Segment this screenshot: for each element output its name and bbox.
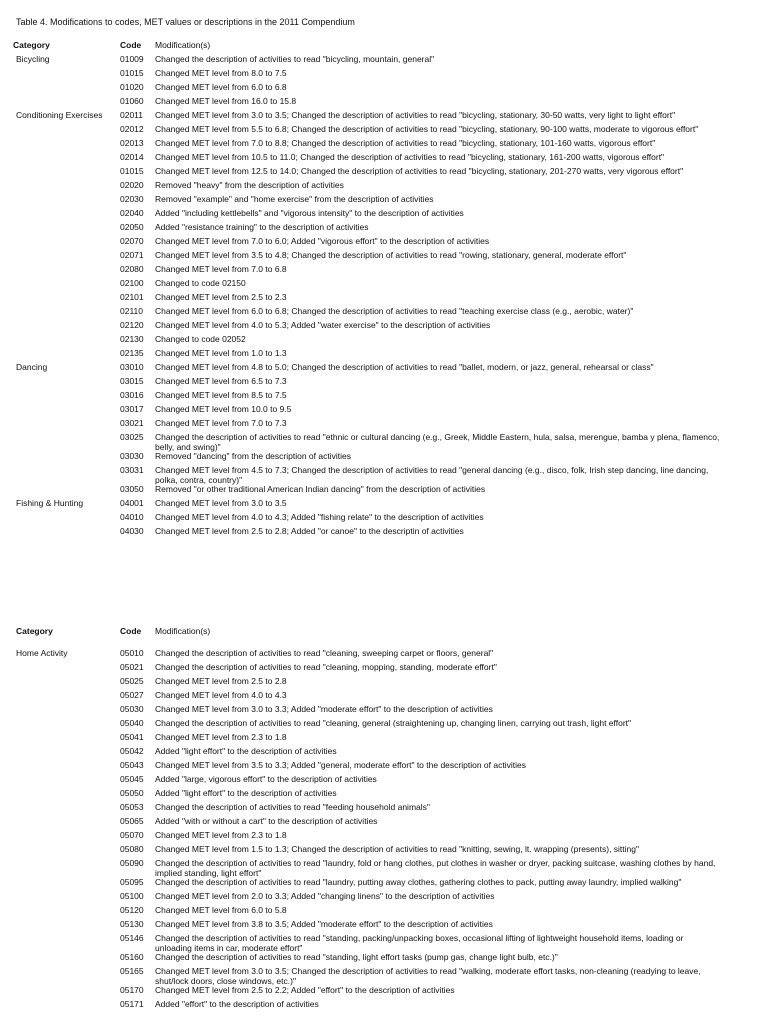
table-header-row — [0, 41, 768, 55]
table-row — [0, 649, 768, 663]
category-cell: Fishing & Hunting — [16, 498, 84, 509]
table-row — [0, 892, 768, 906]
code-cell: 02120 — [120, 320, 144, 330]
code-cell: 05130 — [120, 919, 144, 930]
table-row — [0, 499, 768, 513]
modification-cell: Changed MET level from 6.0 to 5.8 — [155, 905, 287, 916]
code-cell: 05070 — [120, 830, 144, 840]
code-cell: 05146 — [120, 933, 144, 944]
modification-cell: Changed MET level from 2.5 to 2.3 — [155, 292, 287, 302]
code-cell: 04030 — [120, 526, 144, 537]
code-cell: 02110 — [120, 306, 144, 316]
code-cell: 01009 — [120, 54, 144, 64]
table-row — [0, 181, 768, 195]
category-cell: Dancing — [16, 362, 48, 372]
code-cell: 03017 — [120, 404, 144, 414]
table-row — [0, 321, 768, 335]
table-row — [0, 677, 768, 691]
modification-cell: Added "effort" to the description of activities — [155, 999, 319, 1010]
table-row — [0, 167, 768, 181]
modification-cell: Changed MET level from 1.5 to 1.3; Changed the description of activities to read "knitting, sewing, lt. wrapping (presents), sitting" — [155, 844, 640, 854]
modification-cell: Changed the description of activities to read "bicycling, mountain, general" — [155, 54, 435, 64]
modification-cell: Changed MET level from 6.0 to 6.8; Changed the description of activities to read "teaching exercise class (e.g., aerobic, water)" — [155, 306, 634, 316]
code-cell: 05043 — [120, 760, 144, 770]
modification-cell: Changed the description of activities to read "cleaning, general (straightening up, changing linen, carrying out trash, light effort" — [155, 718, 632, 728]
modification-cell: Changed MET level from 3.5 to 4.8; Changed the description of activities to read "rowing, stationary, general, moderate effort" — [155, 250, 627, 260]
code-cell: 05160 — [120, 952, 144, 963]
modification-cell: Changed MET level from 2.3 to 1.8 — [155, 830, 287, 840]
code-cell: 05045 — [120, 774, 144, 784]
table-row — [0, 237, 768, 251]
table-row — [0, 452, 768, 466]
modification-cell: Added "with or without a cart" to the description of activities — [155, 816, 378, 826]
code-cell: 05027 — [120, 690, 144, 700]
modifications-table-part-2 — [0, 627, 768, 1014]
modification-cell: Changed MET level from 4.0 to 4.3 — [155, 690, 287, 700]
code-cell: 05025 — [120, 676, 144, 686]
code-cell: 05041 — [120, 732, 144, 742]
modification-cell: Changed MET level from 3.8 to 3.5; Added "moderate effort" to the description of activities — [155, 919, 493, 930]
code-cell: 05171 — [120, 999, 144, 1010]
table-row — [0, 265, 768, 279]
modification-cell: Changed MET level from 3.0 to 3.5; Changed the description of activities to read "bicycling, stationary, 30-50 watts, very light to light effort" — [155, 110, 676, 120]
code-cell: 02071 — [120, 250, 144, 260]
table-row — [0, 906, 768, 920]
code-header: Code — [120, 40, 142, 50]
code-cell: 05021 — [120, 662, 144, 672]
modification-cell: Changed MET level from 2.5 to 2.8 — [155, 676, 287, 686]
table-row — [0, 691, 768, 705]
modification-cell: Changed MET level from 5.5 to 6.8; Changed the description of activities to read "bicycling, stationary, 90-100 watts, moderate to vigorous effort" — [155, 124, 699, 134]
modification-cell: Changed MET level from 3.0 to 3.5; Changed the description of activities to read "walking, moderate effort tasks, non-cleaning (readying to leave, shut/lock doors, close windows, etc.)" — [155, 966, 701, 986]
modification-cell: Changed MET level from 4.8 to 5.0; Changed the description of activities to read "ballet, modern, or jazz, general, rehearsal or class" — [155, 362, 654, 372]
code-cell: 05050 — [120, 788, 144, 798]
modification-cell: Changed MET level from 16.0 to 15.8 — [155, 96, 297, 106]
table-row — [0, 466, 768, 485]
table-row — [0, 967, 768, 986]
table-row — [0, 761, 768, 775]
code-cell: 05065 — [120, 816, 144, 826]
code-cell: 04010 — [120, 512, 144, 523]
modification-cell: Removed "heavy" from the description of activities — [155, 180, 344, 190]
table-row — [0, 527, 768, 541]
code-cell: 05120 — [120, 905, 144, 916]
table-row — [0, 934, 768, 953]
code-cell: 03015 — [120, 376, 144, 386]
modification-cell: Changed MET level from 7.0 to 7.3 — [155, 418, 287, 428]
modification-cell: Changed the description of activities to read "standing, packing/unpacking boxes, occasional lifting of lightweight household items, loading or unloading items in car, moderate effort" — [155, 933, 684, 953]
code-cell: 01015 — [120, 166, 144, 176]
table-row — [0, 719, 768, 733]
modification-cell: Changed the description of activities to read "standing, light effort tasks (pump gas, change light bulb, etc.)" — [155, 952, 558, 963]
table-row — [0, 803, 768, 817]
modification-cell: Changed MET level from 1.0 to 1.3 — [155, 348, 287, 358]
modification-cell: Changed MET level from 4.0 to 5.3; Added "water exercise" to the description of activities — [155, 320, 491, 330]
modification-cell: Removed "dancing" from the description of activities — [155, 451, 351, 462]
code-cell: 02130 — [120, 334, 144, 344]
table-row — [0, 817, 768, 831]
modifications-table-part-1 — [0, 41, 768, 541]
code-cell: 05170 — [120, 985, 144, 996]
table-row — [0, 859, 768, 878]
table-row — [0, 83, 768, 97]
table-body — [0, 55, 768, 541]
table-row — [0, 986, 768, 1000]
table-row — [0, 125, 768, 139]
table-row — [0, 153, 768, 167]
table-row — [0, 55, 768, 69]
table-row — [0, 705, 768, 719]
table-row — [0, 97, 768, 111]
modification-cell: Changed MET level from 8.5 to 7.5 — [155, 390, 287, 400]
code-cell: 05030 — [120, 704, 144, 714]
table-row — [0, 775, 768, 789]
code-cell: 02020 — [120, 180, 144, 190]
code-cell: 02013 — [120, 138, 144, 148]
code-header: Code — [120, 626, 142, 636]
code-cell: 05080 — [120, 844, 144, 854]
code-cell: 03021 — [120, 418, 144, 428]
code-cell: 01020 — [120, 82, 144, 92]
table-row — [0, 831, 768, 845]
modification-cell: Changed to code 02150 — [155, 278, 246, 288]
modification-cell: Changed MET level from 6.0 to 6.8 — [155, 82, 287, 92]
table-row — [0, 405, 768, 419]
table-row — [0, 223, 768, 237]
modification-cell: Changed the description of activities to read "cleaning, sweeping carpet or floors, general" — [155, 648, 494, 658]
code-cell: 02070 — [120, 236, 144, 246]
code-cell: 03030 — [120, 451, 144, 462]
code-cell: 02080 — [120, 264, 144, 274]
modification-cell: Changed the description of activities to read "feeding household animals" — [155, 802, 430, 812]
code-cell: 03050 — [120, 484, 144, 495]
code-cell: 02011 — [120, 110, 144, 120]
code-cell: 03010 — [120, 362, 144, 372]
table-row — [0, 1000, 768, 1014]
code-cell: 03031 — [120, 465, 144, 476]
modification-cell: Changed the description of activities to read "laundry, fold or hang clothes, put clothes in washer or dryer, packing suitcase, washing clothes by hand, implied standing, light effort" — [155, 858, 716, 878]
table-row — [0, 513, 768, 527]
code-cell: 05040 — [120, 718, 144, 728]
table-row — [0, 878, 768, 892]
code-cell: 01060 — [120, 96, 144, 106]
code-cell: 05010 — [120, 648, 144, 658]
table-body — [0, 649, 768, 1014]
modification-cell: Changed MET level from 2.3 to 1.8 — [155, 732, 287, 742]
table-header-row — [0, 627, 768, 649]
table-row — [0, 789, 768, 803]
code-cell: 05090 — [120, 858, 144, 868]
modification-cell: Added "light effort" to the description of activities — [155, 746, 337, 756]
code-cell: 05100 — [120, 891, 144, 902]
modification-cell: Changed MET level from 2.5 to 2.2; Added "effort" to the description of activities — [155, 985, 455, 996]
modification-cell: Changed the description of activities to read "cleaning, mopping, standing, moderate effort" — [155, 662, 497, 672]
table-row — [0, 363, 768, 377]
category-header: Category — [13, 40, 50, 50]
code-cell: 02135 — [120, 348, 144, 358]
code-cell: 02030 — [120, 194, 144, 204]
code-cell: 02101 — [120, 292, 144, 302]
table-row — [0, 279, 768, 293]
code-cell: 05095 — [120, 877, 144, 888]
category-cell: Conditioning Exercises — [16, 110, 103, 120]
table-row — [0, 433, 768, 452]
table-title: Table 4. Modifications to codes, MET values or descriptions in the 2011 Compendium — [16, 17, 355, 27]
table-row — [0, 69, 768, 83]
modification-cell: Removed "example" and "home exercise" from the description of activities — [155, 194, 434, 204]
table-row — [0, 953, 768, 967]
code-cell: 05042 — [120, 746, 144, 756]
table-row — [0, 377, 768, 391]
modification-cell: Changed MET level from 7.0 to 6.8 — [155, 264, 287, 274]
table-row — [0, 733, 768, 747]
modification-cell: Added "resistance training" to the description of activities — [155, 222, 369, 232]
modification-cell: Changed MET level from 10.0 to 9.5 — [155, 404, 292, 414]
modification-cell: Changed MET level from 2.5 to 2.8; Added "or canoe" to the descriptin of activities — [155, 526, 464, 537]
modification-cell: Added "light effort" to the description of activities — [155, 788, 337, 798]
code-cell: 05165 — [120, 966, 144, 977]
table-row — [0, 307, 768, 321]
modification-cell: Added "including kettlebells" and "vigorous intensity" to the description of activities — [155, 208, 464, 218]
table-row — [0, 391, 768, 405]
code-cell: 02014 — [120, 152, 144, 162]
modification-cell: Changed MET level from 2.0 to 3.3; Added "changing linens" to the description of activities — [155, 891, 495, 902]
table-row — [0, 663, 768, 677]
modification-cell: Changed MET level from 12.5 to 14.0; Changed the description of activities to read "bicycling, stationary, 201-270 watts, very vigorous effort" — [155, 166, 684, 176]
modification-header: Modification(s) — [155, 626, 211, 636]
table-row — [0, 349, 768, 363]
code-cell: 01015 — [120, 68, 144, 78]
table-row — [0, 485, 768, 499]
modification-cell: Changed MET level from 4.0 to 4.3; Added "fishing relate" to the description of activities — [155, 512, 484, 523]
table-row — [0, 419, 768, 433]
code-cell: 05053 — [120, 802, 144, 812]
modification-cell: Changed MET level from 10.5 to 11.0; Changed the description of activities to read "bicycling, stationary, 161-200 watts, vigorous effort" — [155, 152, 665, 162]
code-cell: 02050 — [120, 222, 144, 232]
table-row — [0, 845, 768, 859]
modification-cell: Changed MET level from 3.0 to 3.3; Added "moderate effort" to the description of activities — [155, 704, 493, 714]
category-cell: Bicycling — [16, 54, 50, 64]
modification-cell: Changed the description of activities to read "laundry, putting away clothes, gathering clothes to pack, putting away laundry, implied walking" — [155, 877, 682, 888]
category-header: Category — [16, 626, 53, 636]
modification-cell: Changed MET level from 8.0 to 7.5 — [155, 68, 287, 78]
table-row — [0, 195, 768, 209]
category-cell: Home Activity — [16, 648, 68, 658]
code-cell: 03016 — [120, 390, 144, 400]
table-row — [0, 139, 768, 153]
table-row — [0, 335, 768, 349]
table-row — [0, 293, 768, 307]
table-row — [0, 747, 768, 761]
code-cell: 03025 — [120, 432, 144, 442]
modification-header: Modification(s) — [155, 40, 211, 50]
table-row — [0, 111, 768, 125]
code-cell: 04001 — [120, 498, 144, 509]
modification-cell: Removed "or other traditional American Indian dancing" from the description of activities — [155, 484, 486, 495]
modification-cell: Changed the description of activities to read "ethnic or cultural dancing (e.g., Greek, Middle Eastern, hula, salsa, merengue, bamba y plena, flamenco, belly, and swing)" — [155, 432, 720, 452]
table-row — [0, 920, 768, 934]
code-cell: 02012 — [120, 124, 144, 134]
table-row — [0, 209, 768, 223]
modification-cell: Added "large, vigorous effort" to the description of activities — [155, 774, 377, 784]
modification-cell: Changed MET level from 7.0 to 6.0; Added "vigorous effort" to the description of activities — [155, 236, 490, 246]
code-cell: 02040 — [120, 208, 144, 218]
modification-cell: Changed MET level from 7.0 to 8.8; Changed the description of activities to read "bicycling, stationary, 101-160 watts, vigorous effort" — [155, 138, 656, 148]
modification-cell: Changed to code 02052 — [155, 334, 246, 344]
modification-cell: Changed MET level from 6.5 to 7.3 — [155, 376, 287, 386]
table-row — [0, 251, 768, 265]
code-cell: 02100 — [120, 278, 144, 288]
modification-cell: Changed MET level from 4.5 to 7.3; Changed the description of activities to read "general dancing (e.g., disco, folk, Irish step dancing, line dancing, polka, contra, country)" — [155, 465, 709, 485]
modification-cell: Changed MET level from 3.0 to 3.5 — [155, 498, 287, 509]
modification-cell: Changed MET level from 3.5 to 3.3; Added "general, moderate effort" to the description of activities — [155, 760, 526, 770]
